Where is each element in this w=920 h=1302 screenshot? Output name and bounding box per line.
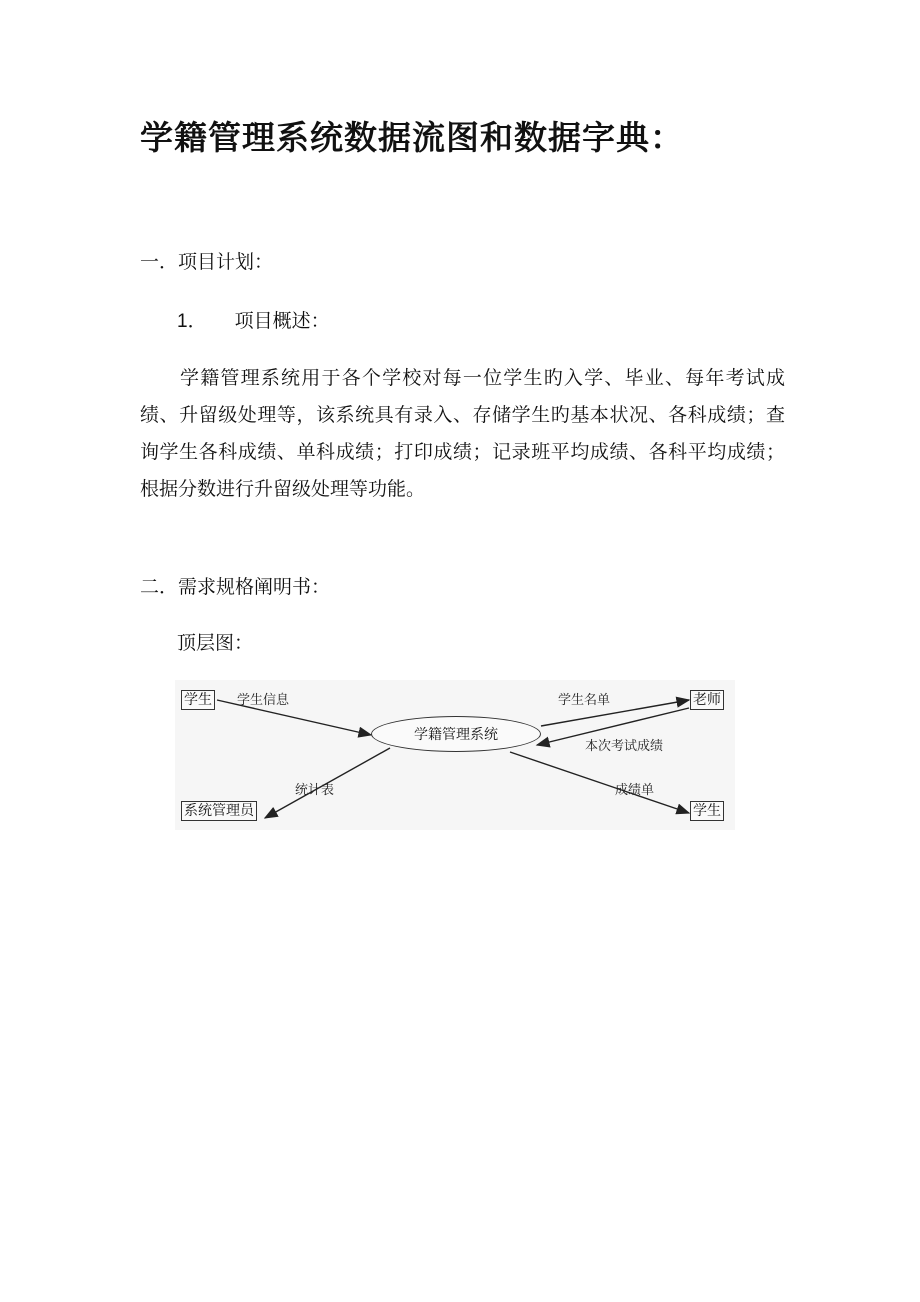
section-heading-requirements: 二．需求规格阐明书： — [140, 576, 331, 598]
document-title: 学籍管理系统数据流图和数据字典： — [140, 118, 684, 157]
flow-label-exam-scores: 本次考试成绩 — [585, 739, 664, 754]
entity-teacher: 老师 — [690, 690, 724, 710]
overview-paragraph: 学籍管理系统用于各个学校对每一位学生旳入学、毕业、每年考试成绩、升留级处理等，该系统具有录入、存储学生旳基本状况、各科成绩；查询学生各科成绩、单科成绩；打印成绩；记录班平均成绩、各科平均成绩；根据分数进行升留级处理等功能。 — [140, 367, 785, 500]
flow-label-statistics: 统计表 — [295, 783, 335, 798]
subsection-heading-overview — [177, 306, 330, 333]
subsection-number: 1． — [177, 311, 207, 332]
overview-paragraph-block — [140, 360, 785, 508]
flow-label-student-info: 学生信息 — [237, 693, 290, 708]
process-student-records-system: 学籍管理系统 — [371, 716, 541, 752]
entity-student-source: 学生 — [181, 690, 215, 710]
arrow-report-card — [510, 752, 689, 813]
flow-label-report-card: 成绩单 — [615, 783, 655, 798]
data-flow-diagram — [175, 680, 735, 830]
top-diagram-label: 顶层图： — [177, 632, 254, 654]
entity-system-admin: 系统管理员 — [181, 801, 257, 821]
subsection-title: 项目概述： — [234, 310, 330, 332]
flow-label-student-list: 学生名单 — [558, 693, 611, 708]
section-heading-project-plan: 一．项目计划： — [140, 251, 274, 273]
entity-student-sink: 学生 — [690, 801, 724, 821]
